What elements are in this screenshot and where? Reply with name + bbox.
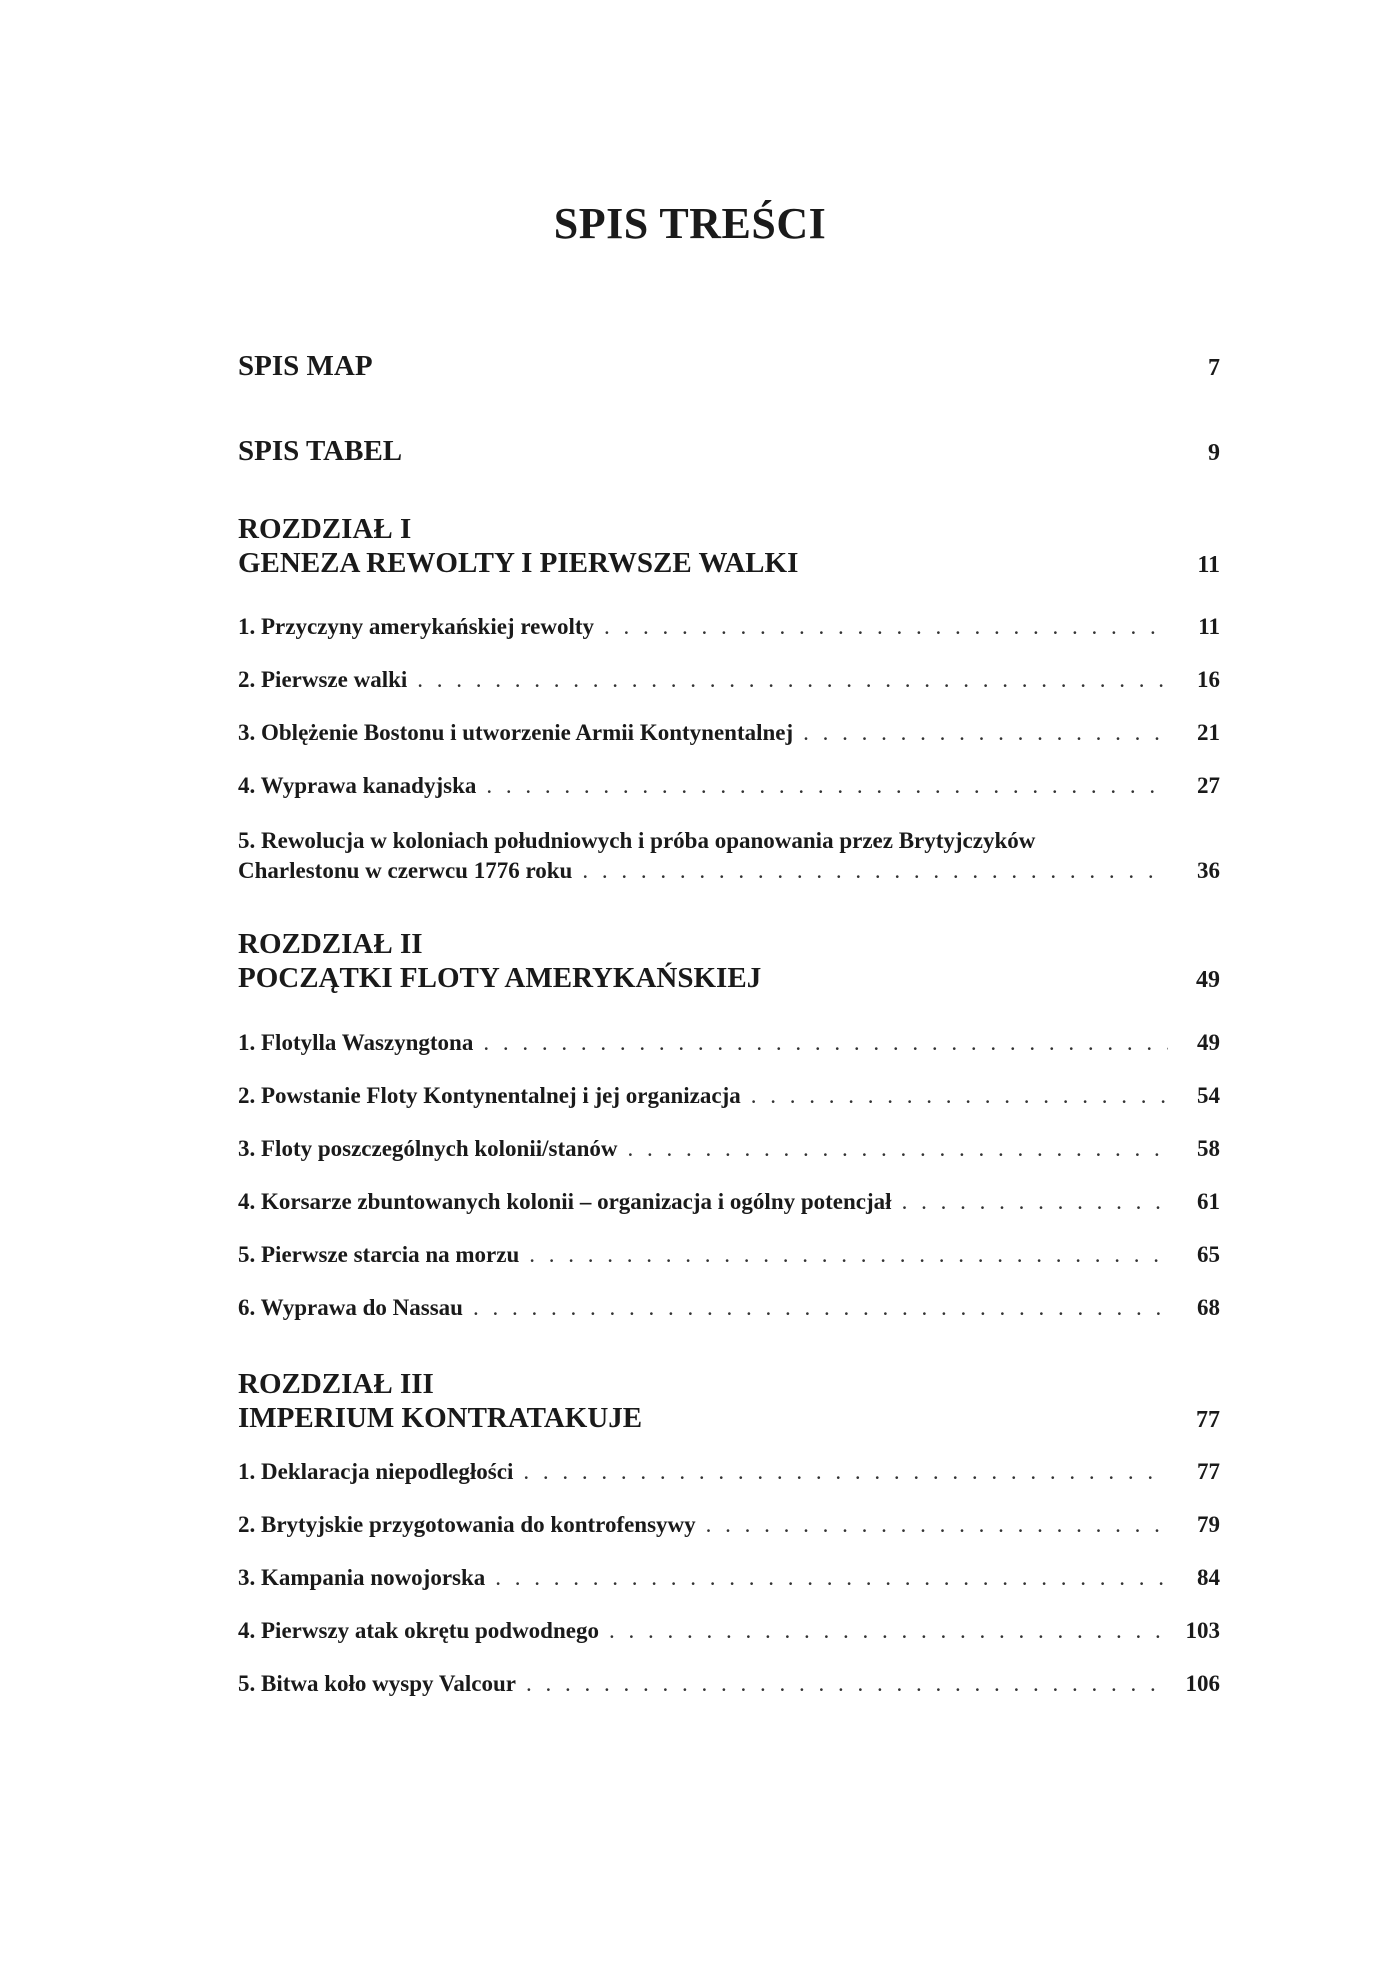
toc-entry-spis-map[interactable]	[238, 350, 1220, 383]
chapter-number: ROZDZIAŁ I	[238, 513, 412, 545]
dot-leader	[609, 1618, 1168, 1644]
dot-leader	[751, 1083, 1168, 1109]
dot-leader	[628, 1136, 1168, 1162]
toc-page-number: 61	[1197, 1189, 1220, 1214]
dot-leader	[486, 773, 1168, 799]
toc-item[interactable]	[238, 1242, 1220, 1268]
toc-page-number: 79	[1197, 1512, 1220, 1537]
toc-item-label: 2. Brytyjskie przygotowania do kontrofensywy	[238, 1512, 696, 1537]
toc-page-number: 27	[1197, 773, 1220, 798]
toc-page-number: 54	[1197, 1083, 1220, 1108]
toc-page-number: 9	[1208, 440, 1220, 466]
toc-page-number: 49	[1197, 1030, 1220, 1055]
toc-page-number: 77	[1197, 1459, 1220, 1484]
toc-page-number: 77	[1196, 1407, 1220, 1433]
toc-item[interactable]	[238, 1618, 1220, 1644]
dot-leader	[417, 667, 1168, 693]
toc-page-number: 58	[1197, 1136, 1220, 1161]
toc-item[interactable]	[238, 720, 1220, 746]
toc-item[interactable]	[238, 824, 1220, 884]
toc-item[interactable]	[238, 1459, 1220, 1485]
toc-item[interactable]	[238, 1512, 1220, 1538]
toc-page-number: 7	[1208, 355, 1220, 381]
toc-item-label: 6. Wyprawa do Nassau	[238, 1295, 463, 1320]
toc-item-label: 3. Kampania nowojorska	[238, 1565, 486, 1590]
toc-item[interactable]	[238, 667, 1220, 693]
toc-item[interactable]	[238, 1083, 1220, 1109]
toc-page-number: 16	[1197, 667, 1220, 692]
dot-leader	[902, 1189, 1168, 1215]
chapter-number: ROZDZIAŁ II	[238, 928, 423, 960]
toc-item[interactable]	[238, 1030, 1220, 1056]
toc-item-label: 5. Rewolucja w koloniach południowych i próba opanowania przez Brytyjczyków	[238, 828, 1036, 853]
dot-leader	[706, 1512, 1168, 1538]
toc-page-number: 21	[1197, 720, 1220, 745]
toc-item-label: 2. Pierwsze walki	[238, 667, 408, 692]
chapter-title: POCZĄTKI FLOTY AMERYKAŃSKIEJ	[238, 962, 762, 994]
toc-entry-spis-tabel[interactable]	[238, 435, 1220, 468]
chapter-heading[interactable]	[238, 927, 1220, 997]
toc-page-number: 103	[1185, 1618, 1220, 1643]
toc-page-number: 49	[1196, 967, 1220, 993]
toc-item[interactable]	[238, 1136, 1220, 1162]
chapter-number: ROZDZIAŁ III	[238, 1368, 434, 1400]
toc-page-number: 84	[1197, 1565, 1220, 1590]
toc-page-number: 36	[1197, 858, 1220, 883]
page-title: SPIS TREŚCI	[553, 199, 827, 248]
dot-leader	[526, 1671, 1168, 1697]
toc-page-number: 11	[1198, 614, 1220, 639]
toc-item-label: 5. Pierwsze starcia na morzu	[238, 1242, 520, 1267]
toc-page-number: 11	[1197, 552, 1220, 578]
chapter-heading[interactable]	[238, 512, 1220, 582]
dot-leader	[523, 1459, 1168, 1485]
dot-leader	[604, 614, 1168, 640]
toc-item-label: 1. Przyczyny amerykańskiej rewolty	[238, 614, 594, 639]
toc-item-label-continued: Charlestonu w czerwcu 1776 roku	[238, 858, 573, 883]
toc-page-number: 65	[1197, 1242, 1220, 1267]
dot-leader	[803, 720, 1168, 746]
toc-item-label: 1. Deklaracja niepodległości	[238, 1459, 514, 1484]
toc-item[interactable]	[238, 1295, 1220, 1321]
dot-leader	[473, 1295, 1168, 1321]
toc-item-label: 4. Korsarze zbuntowanych kolonii – organizacja i ogólny potencjał	[238, 1189, 892, 1214]
chapter-title: GENEZA REWOLTY I PIERWSZE WALKI	[238, 547, 799, 579]
toc-item[interactable]	[238, 614, 1220, 640]
toc-item-label: 3. Oblężenie Bostonu i utworzenie Armii Kontynentalnej	[238, 720, 794, 745]
toc-item-label: 5. Bitwa koło wyspy Valcour	[238, 1671, 516, 1696]
toc-entry-label: SPIS MAP	[238, 350, 373, 382]
toc-item[interactable]	[238, 1671, 1220, 1697]
dot-leader	[495, 1565, 1168, 1591]
toc-item-label: 4. Wyprawa kanadyjska	[238, 773, 477, 798]
dot-leader	[483, 1030, 1168, 1056]
toc-item[interactable]	[238, 1189, 1220, 1215]
toc-item-label: 2. Powstanie Floty Kontynentalnej i jej organizacja	[238, 1083, 741, 1108]
toc-page-number: 68	[1197, 1295, 1220, 1320]
toc-item-label: 4. Pierwszy atak okrętu podwodnego	[238, 1618, 599, 1643]
dot-leader	[529, 1242, 1168, 1268]
toc-item[interactable]	[238, 773, 1220, 799]
toc-item-label: 1. Flotylla Waszyngtona	[238, 1030, 474, 1055]
toc-item-label: 3. Floty poszczególnych kolonii/stanów	[238, 1136, 618, 1161]
toc-page-number: 106	[1185, 1671, 1220, 1696]
chapter-title: IMPERIUM KONTRATAKUJE	[238, 1402, 643, 1434]
toc-entry-label: SPIS TABEL	[238, 435, 403, 467]
dot-leader	[582, 858, 1168, 884]
chapter-heading[interactable]	[238, 1367, 1220, 1437]
toc-item[interactable]	[238, 1565, 1220, 1591]
